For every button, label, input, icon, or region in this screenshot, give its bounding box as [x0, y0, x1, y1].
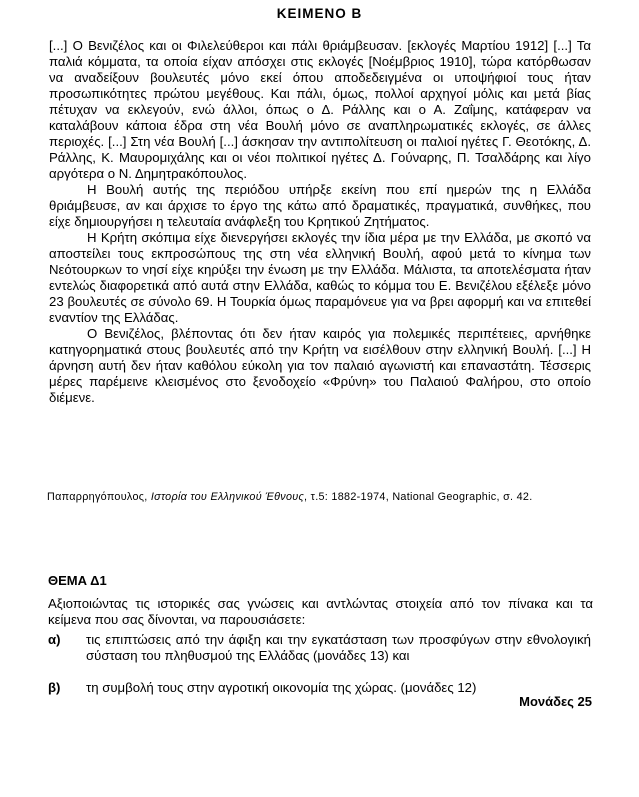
question-label-b: β): [48, 680, 61, 695]
text-b-paragraph-2: Η Βουλή αυτής της περιόδου υπήρξε εκείνη που επί ημερών της η Ελλάδα θριάμβευσε, αν και άρχισε το έργο της κάτω από δραματικές, πραγματικά, συνθήκες, που είχε δημιουργήσει η τελευταία ανάφλεξη του Κρητικού Ζητήματος.: [49, 182, 591, 229]
source-work-title: Ιστορία του Ελληνικού Έθνους: [150, 491, 305, 503]
text-b-paragraph-3: Η Κρήτη σκόπιμα είχε διενεργήσει εκλογές την ίδια μέρα με την Ελλάδα, με σκοπό να αποστείλει τους εκπροσώπους της στη νέα ελληνική Βουλή, αφού μετά το κίνημα των Νεότουρκων το νησί είχε κηρύξει την ένωση με την Ελλάδα. Μάλιστα, τα αποτελέσματα ήταν εντελώς διαφορετικά από αυτά στην Ελλάδα, καθώς το κόμμα του Ε. Βενιζέλου εξέλεξε μόνο 23 βουλευτές σε σύνολο 69. Η Τουρκία όμως παραμόνευε για να βρει αφορμή και να επιτεθεί εναντίον της Ελλάδας.: [49, 230, 591, 325]
text-b-title: ΚΕΙΜΕΝΟ Β: [276, 6, 363, 21]
theme-intro: Αξιοποιώντας τις ιστορικές σας γνώσεις και αντλώντας στοιχεία από τον πίνακα και τα κείμενα που σας δίνονται, να παρουσιάσετε:: [48, 596, 593, 627]
text-b-paragraph-1: [...] Ο Βενιζέλος και οι Φιλελεύθεροι και πάλι θριάμβευσαν. [εκλογές Μαρτίου 1912] [...] Τα παλιά κόμματα, τα οποία είχαν απόσχει στις εκλογές [Νοέμβριος 1910], τώρα κατόρθωσαν να αναδείξουν βουλευτές μόνο εκεί όπου αποδεδειγμένα οι υποψήφιοί τους ήταν προσωπικότητες πρώτου μεγέθους. Και πάλι, όμως, πολλοί αρχηγοί μόλις και μετά βίας πέτυχαν να εκλεγούν, ενώ άλλοι, όπως ο Δ. Ράλλης και ο Α. Ζαΐμης, κατάφεραν να καταλάβουν κάποια έδρα στη νέα Βουλή μόνο σε αναπληρωματικές εκλογές, σε άλλες περιοχές. [...] Στη νέα Βουλή [...] άσκησαν την αντιπολίτευση οι παλιοί ηγέτες Γ. Θεοτόκης, Δ. Ράλλης, Κ. Μαυρομιχάλης και οι νέοι πολιτικοί ηγέτες Δ. Γούναρης, Π. Τσαλδάρης και λίγο αργότερα ο Ν. Δημητρακόπουλος.: [49, 38, 591, 181]
source-author: Παπαρρηγόπουλος,: [47, 491, 151, 503]
text-b-paragraph-4: Ο Βενιζέλος, βλέποντας ότι δεν ήταν καιρός για πολεμικές περιπέτειες, αρνήθηκε κατηγορηματικά στους βουλευτές από την Κρήτη να εισέλθουν στην ελληνική Βουλή. [...] Η άρνηση αυτή δεν ήταν καθόλου εύκολη για τον παλαιό αγωνιστή και επαναστάτη. Τέσσερις μέρες παρέμεινε κλεισμένος στο ξενοδοχείο «Φρύνη» του Παλαιού Φαλήρου, στο οποίο διέμενε.: [49, 326, 591, 405]
theme-heading: ΘΕΜΑ Δ1: [48, 573, 107, 588]
total-marks: Μονάδες 25: [519, 694, 592, 709]
question-text-b: τη συμβολή τους στην αγροτική οικονομία της χώρας. (μονάδες 12): [86, 680, 477, 695]
text-b-body: [49, 38, 591, 406]
source-details: , τ.5: 1882-1974, National Geographic, σ. 42.: [304, 491, 533, 503]
source-citation: [47, 490, 592, 505]
question-label-a: α): [48, 632, 61, 647]
question-text-a: τις επιπτώσεις από την άφιξη και την εγκατάσταση των προσφύγων στην εθνολογική σύσταση του πληθυσμού της Ελλάδας (μονάδες 13) και: [86, 632, 591, 663]
